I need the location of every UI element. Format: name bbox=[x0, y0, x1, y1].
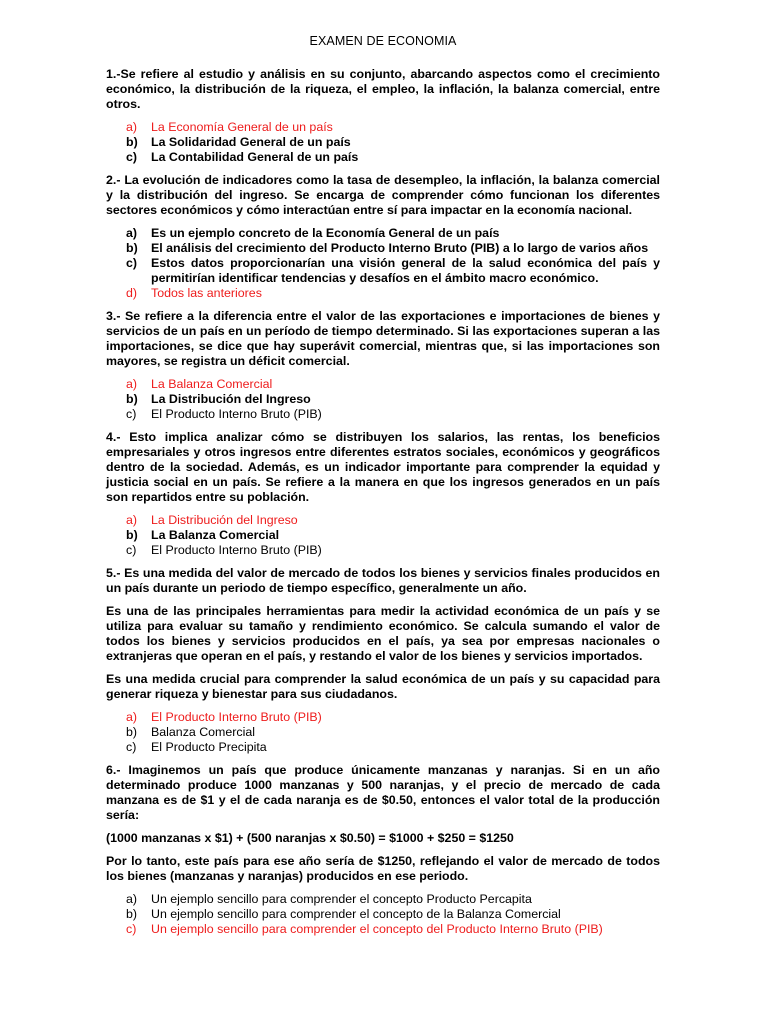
question-4: 4.- Esto implica analizar cómo se distribuyen los salarios, las rentas, los beneficios empresariales y otros ingresos entre diferentes estratos sociales, económicos y geográficos dentro de la sociedad. Además, es un indicador importante para comprender la equidad y justicia social en un país. Se refiere a la manera en que los ingresos generados en un país son repartidos entre su población. bbox=[106, 430, 660, 504]
question-6-options bbox=[106, 892, 660, 937]
question-3-options bbox=[106, 377, 660, 422]
question-2-options bbox=[106, 226, 660, 301]
question-2: 2.- La evolución de indicadores como la tasa de desempleo, la inflación, la balanza comercial y la distribución del ingreso. Se encarga de comprender cómo funcionan los diferentes sectores económicos y cómo interactúan entre sí para impactar en la economía nacional. bbox=[106, 173, 660, 217]
option-6b: b) Un ejemplo sencillo para comprender el concepto de la Balanza Comercial bbox=[126, 907, 561, 921]
question-5-options bbox=[106, 710, 660, 755]
question-5-paragraph-3: Es una medida crucial para comprender la salud económica de un país y su capacidad para generar riqueza y bienestar para sus ciudadanos. bbox=[106, 672, 660, 701]
option-2b: b) El análisis del crecimiento del Producto Interno Bruto (PIB) a lo largo de varios años bbox=[126, 241, 649, 255]
option-6a: a) Un ejemplo sencillo para comprender el concepto Producto Percapita bbox=[126, 892, 532, 906]
option-5a: a) El Producto Interno Bruto (PIB) bbox=[126, 710, 322, 724]
option-2d: d) Todos las anteriores bbox=[126, 286, 262, 300]
question-6-paragraph-3: Por lo tanto, este país para ese año sería de $1250, reflejando el valor de mercado de todos los bienes (manzanas y naranjas) producidos en ese periodo. bbox=[106, 854, 660, 883]
option-5b: b) Balanza Comercial bbox=[126, 725, 255, 739]
option-4b: b) La Balanza Comercial bbox=[126, 528, 280, 542]
question-3: 3.- Se refiere a la diferencia entre el valor de las exportaciones e importaciones de bienes y servicios de un país en un período de tiempo determinado. Si las exportaciones superan a las importaciones, se dice que hay superávit comercial, mientras que, si las importaciones son mayores, se registra un déficit comercial. bbox=[106, 309, 660, 368]
option-2c: c) Estos datos proporcionarían una visión general de la salud económica del país y permitirían identificar tendencias y desafíos en el ámbito macro económico. bbox=[126, 256, 660, 285]
question-6: 6.- Imaginemos un país que produce únicamente manzanas y naranjas. Si en un año determinado produce 1000 manzanas y 500 naranjas, y el precio de mercado de cada manzana es de $1 y el de cada naranja es de $0.50, entonces el valor total de la producción sería: bbox=[106, 763, 660, 822]
option-1c: c) La Contabilidad General de un país bbox=[126, 150, 359, 164]
option-4c: c) El Producto Interno Bruto (PIB) bbox=[126, 543, 322, 557]
question-1-options bbox=[106, 120, 660, 165]
option-3a: a) La Balanza Comercial bbox=[126, 377, 273, 391]
option-3b: b) La Distribución del Ingreso bbox=[126, 392, 311, 406]
option-1a: a) La Economía General de un país bbox=[126, 120, 333, 134]
question-6-formula: (1000 manzanas x $1) + (500 naranjas x $0.50) = $1000 + $250 = $1250 bbox=[106, 831, 514, 845]
option-3c: c) El Producto Interno Bruto (PIB) bbox=[126, 407, 322, 421]
option-1b: b) La Solidaridad General de un país bbox=[126, 135, 351, 149]
question-1: 1.-Se refiere al estudio y análisis en su conjunto, abarcando aspectos como el crecimiento económico, la distribución de la riqueza, el empleo, la inflación, la balanza comercial, entre otros. bbox=[106, 67, 660, 111]
question-5-paragraph-2: Es una de las principales herramientas para medir la actividad económica de un país y se utiliza para evaluar su tamaño y rendimiento económico. Se calcula sumando el valor de todos los bienes y servicios producidos en el país, ya sea por empresas nacionales o extranjeras que operan en el país, y restando el valor de los bienes y servicios importados. bbox=[106, 604, 660, 663]
option-5c: c) El Producto Precipita bbox=[126, 740, 267, 754]
question-4-options bbox=[106, 513, 660, 558]
option-4a: a) La Distribución del Ingreso bbox=[126, 513, 298, 527]
page-title: EXAMEN DE ECONOMIA bbox=[309, 34, 457, 48]
option-2a: a) Es un ejemplo concreto de la Economía General de un país bbox=[126, 226, 500, 240]
option-6c: c) Un ejemplo sencillo para comprender el concepto del Producto Interno Bruto (PIB) bbox=[126, 922, 603, 936]
question-5: 5.- Es una medida del valor de mercado de todos los bienes y servicios finales producidos en un país durante un periodo de tiempo específico, generalmente un año. bbox=[106, 566, 660, 595]
